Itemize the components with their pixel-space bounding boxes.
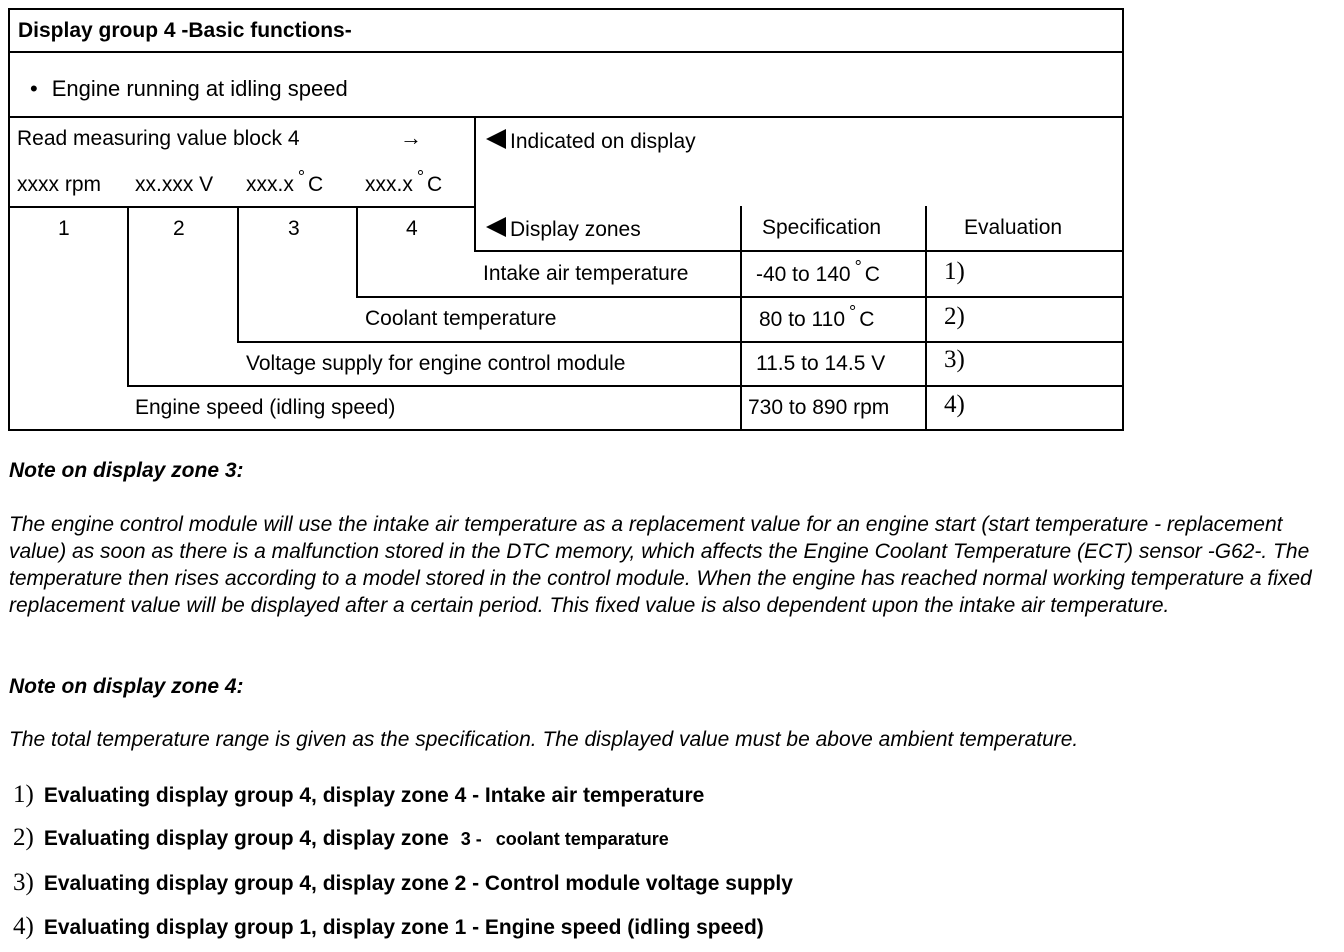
reference-text: Evaluating display group 1, display zone 1 - Engine speed (idling speed) (43, 916, 764, 939)
row-label-voltage: Voltage supply for engine control module (246, 352, 626, 375)
reference-number: 4) (13, 913, 34, 940)
row-eval-1: 1) (944, 258, 965, 285)
evaluation-header: Evaluation (964, 216, 1063, 239)
readout-3-unit: C (308, 173, 324, 196)
reference-text: Evaluating display group 4, display zone 4 - Intake air temperature (43, 784, 705, 807)
pointer-left-icon (486, 129, 506, 149)
note-heading-zone-3: Note on display zone 3: (9, 459, 244, 482)
readout-4-unit: C (427, 173, 443, 196)
rule-eval-left (925, 206, 927, 431)
rule-spec-left (740, 206, 742, 431)
readout-1: xxxx rpm (17, 173, 101, 196)
zone-number-1: 1 (58, 217, 70, 240)
reference-2 (13, 824, 669, 852)
spec-unit: C (864, 263, 880, 286)
indicated-label: Indicated on display (510, 130, 696, 153)
table-title: Display group 4 -Basic functions- (18, 19, 352, 42)
indicated-on-display (486, 129, 696, 154)
zone-number-2: 2 (173, 217, 185, 240)
row-eval-2: 2) (944, 303, 965, 330)
zone-number-3: 3 (288, 217, 300, 240)
reference-zone: 3 - (460, 829, 482, 849)
reference-extra-text: coolant temparature (495, 829, 669, 849)
reference-number: 3) (13, 869, 34, 896)
readout-3 (246, 167, 324, 197)
condition-line (30, 76, 348, 102)
row-spec-coolant (759, 302, 875, 332)
degree-symbol: ° (416, 167, 425, 187)
zone-number-4: 4 (406, 217, 418, 240)
readout-3-value: xxx.x (246, 173, 294, 196)
rule-row2 (237, 341, 1124, 343)
row-label-coolant: Coolant temperature (365, 307, 557, 330)
rule-row3 (127, 385, 1124, 387)
rule-condition (8, 116, 1124, 118)
reference-text: Evaluating display group 4, display zone (43, 827, 449, 850)
degree-symbol: ° (854, 257, 862, 277)
reference-1 (13, 781, 704, 809)
degree-symbol: ° (849, 302, 857, 322)
condition-text: Engine running at idling speed (51, 76, 348, 101)
rule-zone-3 (237, 206, 239, 343)
rule-title (8, 51, 1124, 53)
row-eval-4: 4) (944, 391, 965, 418)
bullet: • (30, 76, 38, 101)
reference-number: 2) (13, 824, 34, 851)
note-heading-zone-4: Note on display zone 4: (9, 675, 244, 698)
readout-4 (365, 167, 443, 197)
rule-readout-right (474, 116, 476, 251)
rule-readout-bottom (8, 206, 476, 208)
note-text-zone-3: The engine control module will use the intake air temperature as a replacement value for an engine start (start temperature - replacement value) as soon as there is a malfunction stored in the DTC memory, which affects the Engine Coolant Temperature (ECT) sensor -G62-. The temperature then rises according to a model stored in the control module. When the engine has reached normal working temperature a fixed replacement value will be displayed after a certain period. This fixed value is also dependent upon the intake air temperature. (9, 513, 1312, 617)
display-zones-label: Display zones (510, 218, 641, 241)
readout-4-value: xxx.x (365, 173, 413, 196)
reference-number: 1) (13, 781, 34, 808)
row-eval-3: 3) (944, 346, 965, 373)
rule-header-bottom (474, 250, 1124, 252)
reference-3 (13, 869, 793, 897)
rule-row1 (356, 296, 1124, 298)
spec-value: -40 to 140 (756, 263, 851, 286)
arrow-right-icon: → (400, 125, 422, 150)
display-zones-header (486, 217, 641, 242)
row-label-engine-speed: Engine speed (idling speed) (135, 396, 396, 419)
reference-text: Evaluating display group 4, display zone 2 - Control module voltage supply (43, 872, 793, 895)
read-block-label: Read measuring value block 4 (17, 127, 300, 150)
spec-unit: C (859, 308, 875, 331)
row-spec-intake-air (756, 257, 880, 287)
spec-value: 80 to 110 (759, 308, 846, 331)
row-spec-engine-speed: 730 to 890 rpm (748, 396, 890, 419)
row-spec-voltage: 11.5 to 14.5 V (756, 352, 886, 375)
rule-zone-4 (356, 206, 358, 298)
reference-4 (13, 913, 764, 941)
pointer-left-icon (486, 217, 506, 237)
degree-symbol: ° (297, 167, 306, 187)
readout-2: xx.xxx V (135, 173, 214, 196)
specification-header: Specification (762, 216, 882, 239)
rule-zone-2 (127, 206, 129, 387)
row-label-intake-air: Intake air temperature (483, 262, 689, 285)
note-text-zone-4: The total temperature range is given as the specification. The displayed value must be above ambient temperature. (9, 728, 1079, 751)
